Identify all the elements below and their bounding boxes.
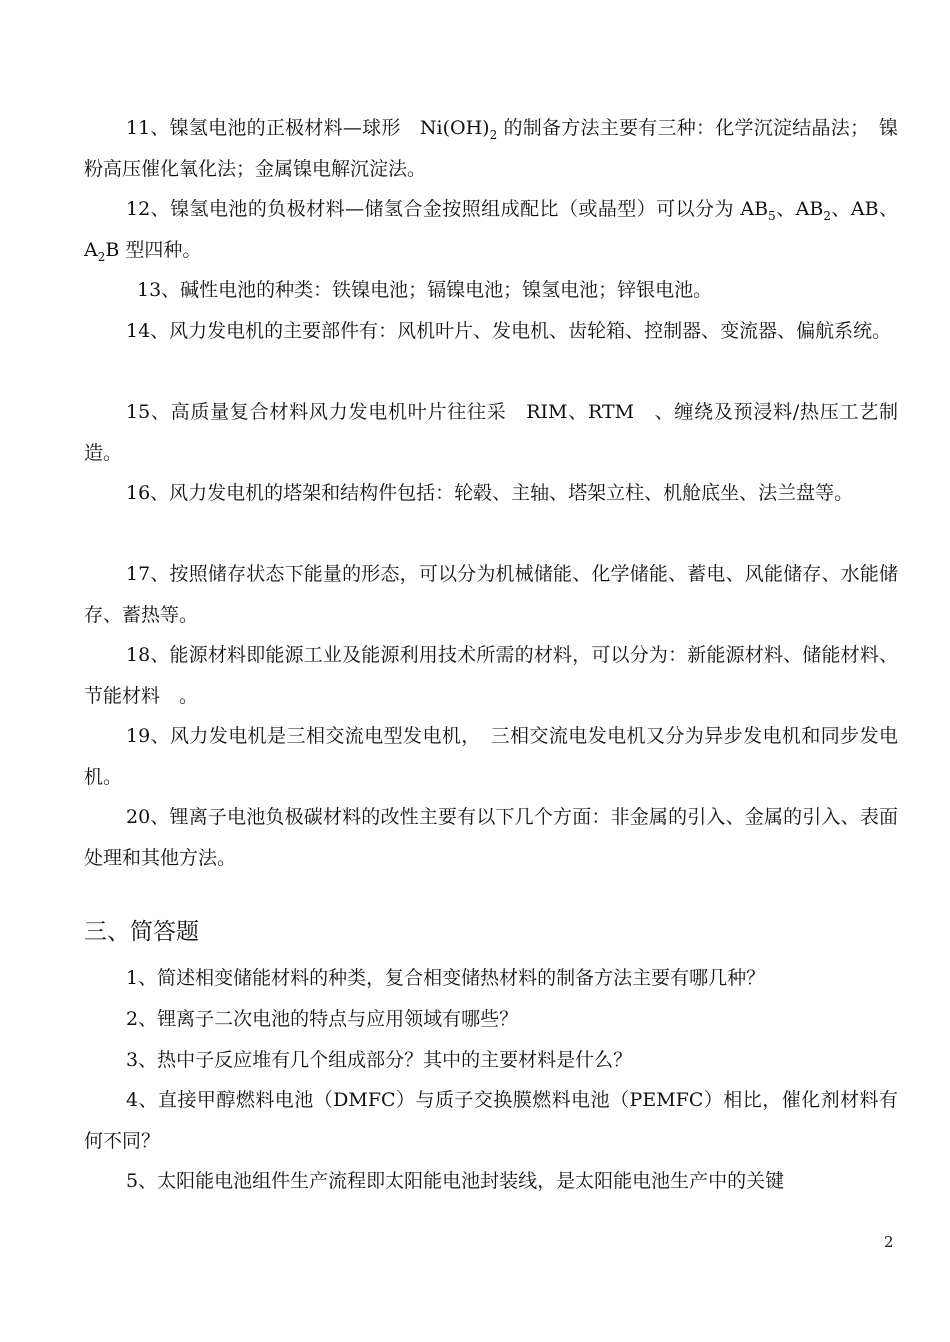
fill-item-15: 15、高质量复合材料风力发电机叶片往往采 RIM、RTM 、缠绕及预浸料/热压工艺制造。 (84, 401, 898, 464)
fill-item-11: 11、镍氢电池的正极材料—球形 $Ni(OH)_2$ 的制备方法主要有三种：化学沉淀结晶法； 镍粉高压催化氧化法；金属镍电解沉淀法。 (84, 117, 898, 180)
short-answer-item-5: 5、太阳能电池组件生产流程即太阳能电池封装线，是太阳能电池生产中的关键 (126, 1170, 785, 1192)
section-heading-short-answer: 三、简答题 (84, 919, 199, 945)
fill-item-12: 12、镍氢电池的负极材料—储氢合金按照组成配比（或晶型）可以分为 $AB_5$、$AB_2$、AB、$A_2B$ 型四种。 (84, 198, 899, 264)
fill-item-20: 20、锂离子电池负极碳材料的改性主要有以下几个方面：非金属的引入、金属的引入、表面处理和其他方法。 (84, 806, 898, 869)
page-number: 2 (884, 1233, 894, 1251)
fill-item-13: 13、碱性电池的种类：铁镍电池；镉镍电池；镍氢电池；锌银电池。 (137, 279, 713, 301)
fill-item-19: 19、风力发电机是三相交流电型发电机， 三相交流电发电机又分为异步发电机和同步发电机。 (84, 725, 898, 788)
fill-item-18: 18、能源材料即能源工业及能源利用技术所需的材料，可以分为：新能源材料、储能材料、节能材料 。 (84, 644, 898, 707)
fill-item-16: 16、风力发电机的塔架和结构件包括：轮毂、主轴、塔架立柱、机舱底坐、法兰盘等。 (126, 482, 854, 504)
short-answer-item-3: 3、热中子反应堆有几个组成部分？其中的主要材料是什么？ (126, 1049, 633, 1071)
fill-item-14: 14、风力发电机的主要部件有：风机叶片、发电机、齿轮箱、控制器、变流器、偏航系统。 (126, 320, 892, 342)
fill-item-17: 17、按照储存状态下能量的形态，可以分为机械储能、化学储能、蓄电、风能储存、水能储存、蓄热等。 (84, 563, 898, 626)
short-answer-item-4: 4、直接甲醇燃料电池（DMFC）与质子交换膜燃料电池（PEMFC）相比，催化剂材料有何不同？ (84, 1089, 898, 1152)
short-answer-item-2: 2、锂离子二次电池的特点与应用领域有哪些？ (126, 1008, 519, 1030)
short-answer-item-1: 1、简述相变储能材料的种类，复合相变储热材料的制备方法主要有哪几种？ (126, 967, 766, 989)
